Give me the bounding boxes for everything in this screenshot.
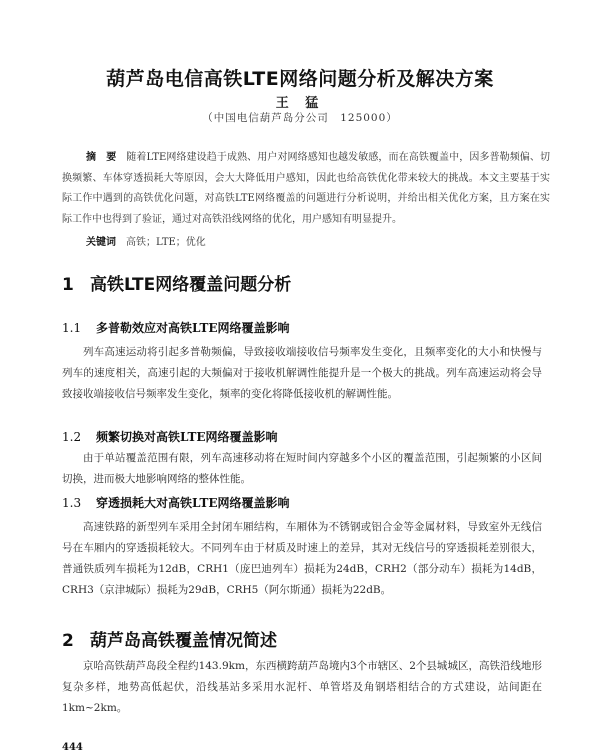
paragraph-1-3: 高速铁路的新型列车采用全封闭车厢结构，车厢体为不锈钢或铝合金等金属材料，导致室外无线信号在车厢内的穿透损耗较大。不同列车由于材质及时速上的差异，其对无线信号的穿透损耗差别很大，普通铁质列车损耗为12dB，CRH1（庞巴迪列车）损耗为24dB，CRH2（部分动车）损耗为14dB，CRH3（京津城际）损耗为29dB，CRH5（阿尔斯通）损耗为22dB。 <box>62 521 542 596</box>
subsection-title: 穿透损耗大对高铁LTE网络覆盖影响 <box>96 496 290 510</box>
subsection-heading-1-3 <box>62 494 290 511</box>
paragraph-1-1: 列车高速运动将引起多普勒频偏，导致接收端接收信号频率发生变化，且频率变化的大小和快慢与列车的速度相关，高速引起的大频偏对于接收机解调性能提升是一个极大的挑战。列车高速运动将会导致接收端接收信号频率发生变化，频率的变化将降低接收机的解调性能。 <box>62 346 542 400</box>
subsection-title: 频繁切换对高铁LTE网络覆盖影响 <box>96 430 278 444</box>
article-affiliation: （中国电信葫芦岛分公司 125000） <box>202 112 398 124</box>
section-title: 高铁LTE网络覆盖问题分析 <box>90 275 292 295</box>
keywords <box>86 233 206 248</box>
subsection-number: 1.3 <box>62 496 82 510</box>
keywords-text: 高铁；LTE；优化 <box>126 237 206 248</box>
article-author: 王 猛 <box>275 96 325 111</box>
subsection-number: 1.2 <box>62 430 82 444</box>
section-title: 葫芦岛高铁覆盖情况简述 <box>90 631 277 651</box>
page-number: 444 <box>62 742 83 753</box>
subsection-number: 1.1 <box>62 321 82 335</box>
abstract-text: 随着LTE网络建设趋于成熟、用户对网络感知也越发敏感，而在高铁覆盖中，因多普勒频偏、切换频繁、车体穿透损耗大等原因，会大大降低用户感知，因此也给高铁优化带来较大的挑战。本文主要基于实际工作中遇到的高铁优化问题，对高铁LTE网络覆盖的问题进行分析说明，并给出相关优化方案，且方案在实际工作中也得到了验证，通过对高铁沿线网络的优化，用户感知有明显提升。 <box>62 152 551 225</box>
section-heading-2 <box>62 626 277 651</box>
paragraph-1-2: 由于单站覆盖范围有限，列车高速移动将在短时间内穿越多个小区的覆盖范围，引起频繁的小区间切换，进而极大地影响网络的整体性能。 <box>62 452 542 485</box>
abstract-label: 摘 要 <box>86 152 117 163</box>
abstract <box>62 148 550 230</box>
article-title: 葫芦岛电信高铁LTE网络问题分析及解决方案 <box>106 68 494 90</box>
section-number: 2 <box>62 631 74 651</box>
subsection-heading-1-2 <box>62 428 278 445</box>
section-heading-1 <box>62 270 291 295</box>
subsection-heading-1-1 <box>62 319 290 336</box>
keywords-label: 关键词 <box>86 237 116 248</box>
subsection-title: 多普勒效应对高铁LTE网络覆盖影响 <box>96 321 290 335</box>
paragraph-2: 京哈高铁葫芦岛段全程约143.9km，东西横跨葫芦岛境内3个市辖区、2个县城城区，高铁沿线地形复杂多样，地势高低起伏，沿线基站多采用水泥杆、单管塔及角钢塔相结合的方式建设，站间距在1km~2km。 <box>62 660 542 714</box>
section-number: 1 <box>62 275 74 295</box>
